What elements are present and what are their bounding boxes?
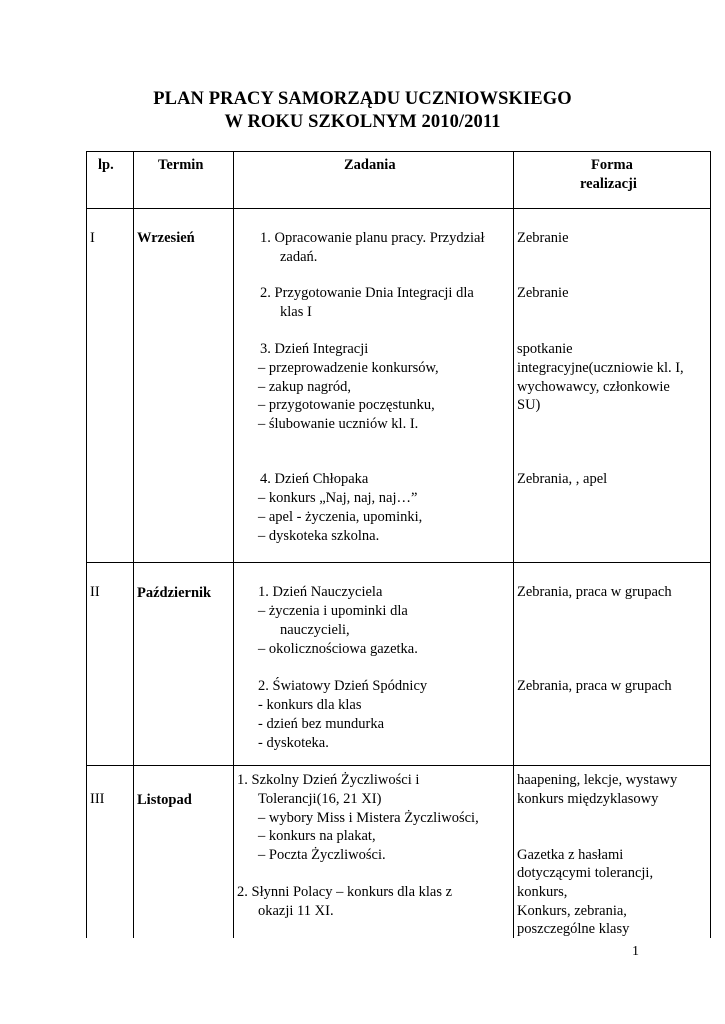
row-termin: Październik: [137, 585, 212, 601]
task-line: 1. Dzień Nauczyciela: [258, 584, 383, 600]
task-line: klas I: [280, 304, 312, 320]
page-number: 1: [632, 944, 639, 959]
task-line: Tolerancji(16, 21 XI): [258, 791, 382, 807]
form-line: Zebrania, praca w grupach: [517, 678, 672, 694]
row-divider-2: [86, 765, 711, 766]
task-line: – przygotowanie poczęstunku,: [258, 397, 435, 413]
form-line: wychowawcy, członkowie: [517, 379, 670, 395]
form-line: Zebranie: [517, 285, 569, 301]
task-line: – ślubowanie uczniów kl. I.: [258, 416, 419, 432]
row-divider-1: [86, 562, 711, 563]
task-line: – konkurs na plakat,: [258, 828, 376, 844]
header-termin: Termin: [158, 157, 204, 173]
task-line: – dyskoteka szkolna.: [258, 528, 380, 544]
form-line: SU): [517, 397, 541, 413]
header-divider: [86, 208, 711, 209]
task-line: okazji 11 XI.: [258, 903, 334, 919]
column-divider-lp: [133, 151, 134, 938]
task-line: - dyskoteka.: [258, 735, 329, 751]
task-line: – okolicznościowa gazetka.: [258, 641, 418, 657]
task-line: – życzenia i upominki dla: [258, 603, 408, 619]
row-termin: Listopad: [137, 792, 192, 808]
column-border-left: [86, 151, 87, 938]
task-line: – Poczta Życzliwości.: [258, 847, 386, 863]
document-title-line-1: PLAN PRACY SAMORZĄDU UCZNIOWSKIEGO: [153, 89, 572, 109]
row-lp: III: [90, 791, 105, 807]
task-line: - dzień bez mundurka: [258, 716, 385, 732]
task-line: – konkurs „Naj, naj, naj…”: [258, 490, 418, 506]
form-line: Zebranie: [517, 230, 569, 246]
form-line: Zebrania, praca w grupach: [517, 584, 672, 600]
header-realizacji: realizacji: [580, 176, 637, 192]
document-title-line-2: W ROKU SZKOLNYM 2010/2011: [224, 112, 501, 132]
task-line: zadań.: [280, 249, 318, 265]
task-line: - konkurs dla klas: [258, 697, 362, 713]
task-line: 2. Przygotowanie Dnia Integracji dla: [260, 285, 474, 301]
form-line: dotyczącymi tolerancji,: [517, 865, 654, 881]
header-zadania: Zadania: [344, 157, 396, 173]
form-line: konkurs,: [517, 884, 568, 900]
form-line: Konkurs, zebrania,: [517, 903, 627, 919]
task-line: – zakup nagród,: [258, 379, 352, 395]
task-line: 1. Szkolny Dzień Życzliwości i: [237, 772, 420, 788]
form-line: Zebrania, , apel: [517, 471, 608, 487]
task-line: 1. Opracowanie planu pracy. Przydział: [260, 230, 485, 246]
row-termin: Wrzesień: [137, 230, 195, 246]
form-line: poszczególne klasy: [517, 921, 630, 937]
task-line: 3. Dzień Integracji: [260, 341, 369, 357]
column-divider-zadania: [513, 151, 514, 938]
column-divider-termin: [233, 151, 234, 938]
task-line: 2. Światowy Dzień Spódnicy: [258, 678, 428, 694]
row-lp: I: [90, 230, 95, 246]
form-line: Gazetka z hasłami: [517, 847, 624, 863]
task-line: – przeprowadzenie konkursów,: [258, 360, 439, 376]
header-lp: lp.: [98, 157, 114, 173]
table-border-top: [86, 151, 711, 152]
header-forma: Forma: [591, 157, 633, 173]
task-line: 4. Dzień Chłopaka: [260, 471, 369, 487]
row-lp: II: [90, 584, 100, 600]
form-line: integracyjne(uczniowie kl. I,: [517, 360, 684, 376]
task-line: – wybory Miss i Mistera Życzliwości,: [258, 810, 479, 826]
task-line: nauczycieli,: [280, 622, 350, 638]
form-line: konkurs międzyklasowy: [517, 791, 659, 807]
task-line: 2. Słynni Polacy – konkurs dla klas z: [237, 884, 453, 900]
form-line: spotkanie: [517, 341, 573, 357]
column-border-right: [710, 151, 711, 938]
form-line: haapening, lekcje, wystawy: [517, 772, 678, 788]
task-line: – apel - życzenia, upominki,: [258, 509, 423, 525]
